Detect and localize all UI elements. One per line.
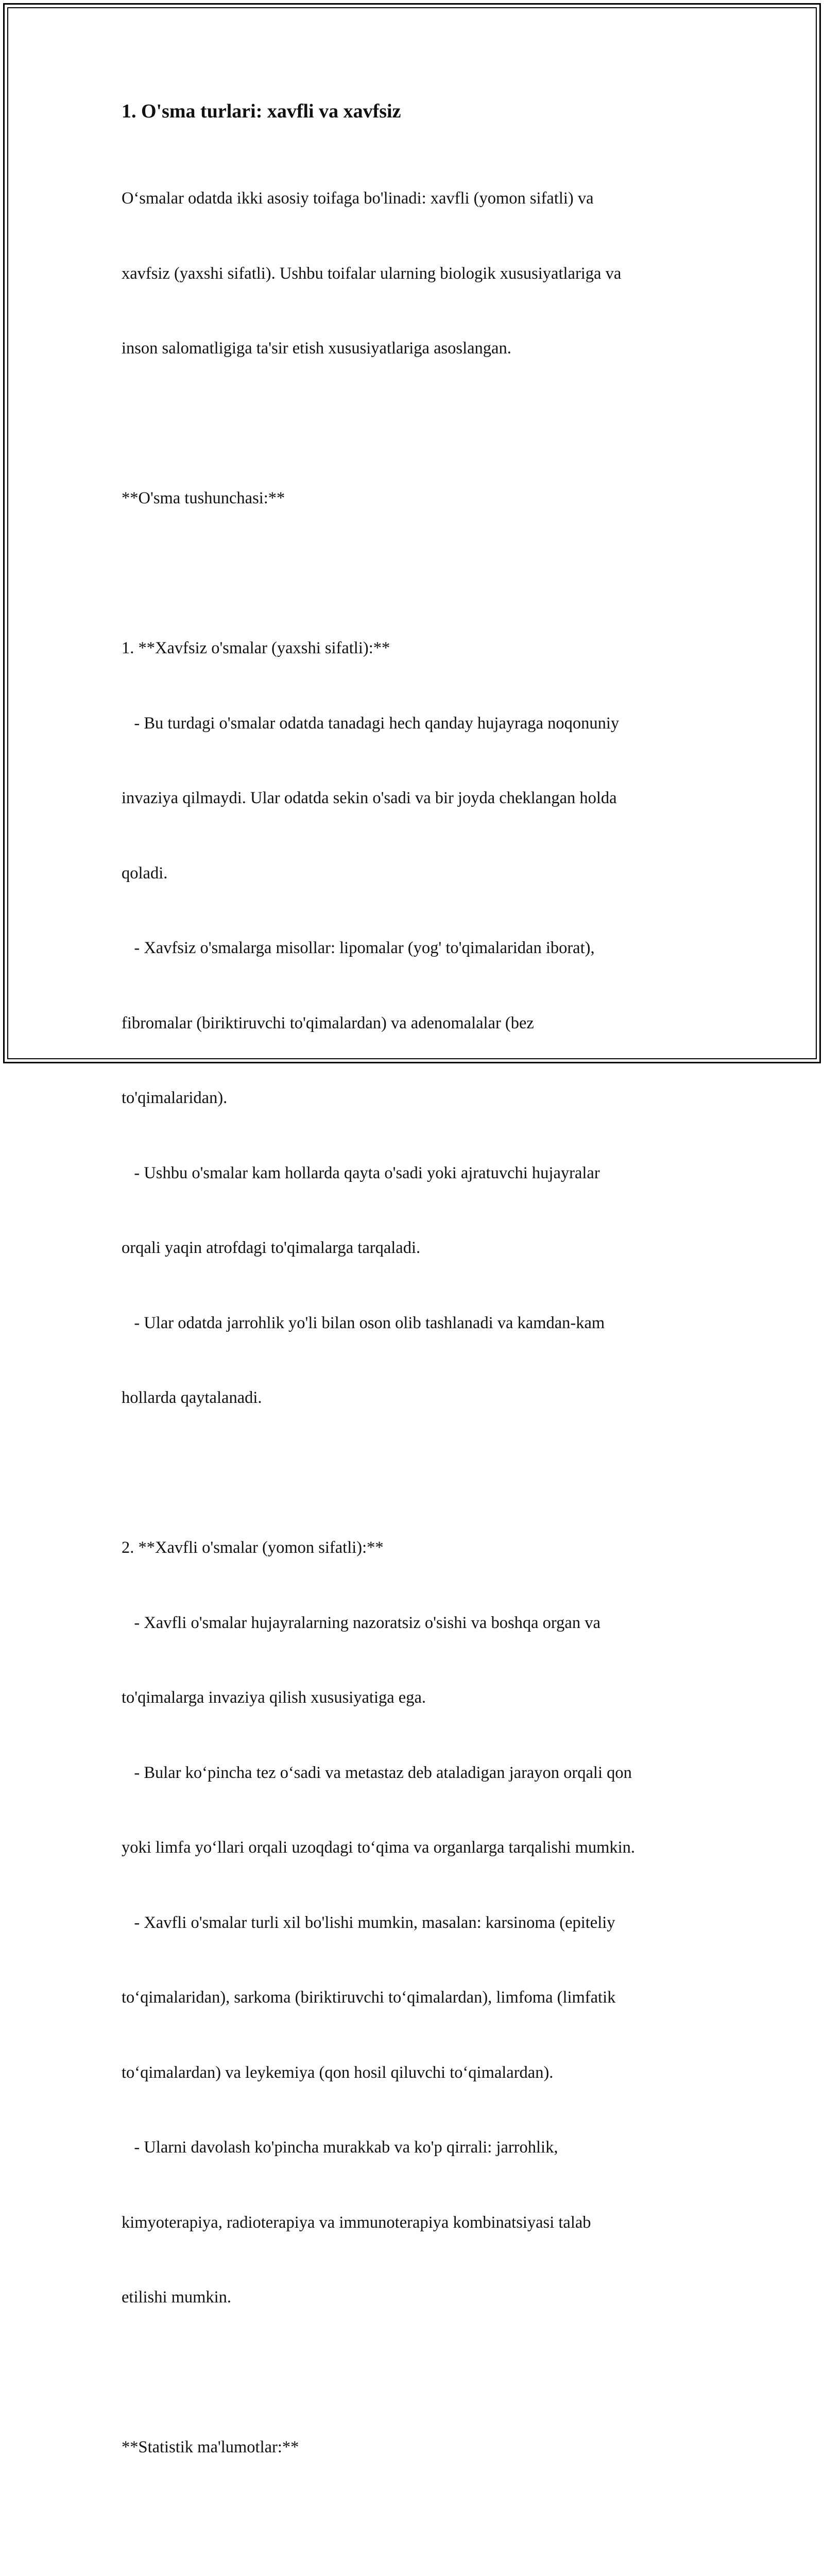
text-line: - Ular odatda jarrohlik yo'li bilan oson olib tashlanadi va kamdan-kam (122, 1313, 605, 1332)
blank-line (122, 2510, 719, 2535)
subheading-line: **O'sma tushunchasi:** (122, 489, 285, 507)
blank-line (122, 2360, 719, 2385)
text-line: - Bular ko‘pincha tez o‘sadi va metastaz deb ataladigan jarayon orqali qon (122, 1763, 632, 1782)
text-line: fibromalar (biriktiruvchi to'qimalardan) va adenomalalar (bez (122, 1013, 534, 1032)
text-line: - Xavfli o'smalar hujayralarning nazoratsiz o'sishi va boshqa organ va (122, 1613, 600, 1632)
blank-line (122, 411, 719, 436)
text-line: - Xavfli o'smalar turli xil bo'lishi mumkin, masalan: karsinoma (epiteliy (122, 1913, 615, 1932)
document-body (122, 92, 719, 2576)
list-item-heading: 1. **Xavfsiz o'smalar (yaxshi sifatli):** (122, 639, 390, 657)
text-line: xavfsiz (yaxshi sifatli). Ushbu toifalar ularning biologik xususiyatlariga va (122, 264, 622, 283)
subheading-line: **Statistik ma'lumotlar:** (122, 2438, 299, 2456)
document-text (122, 136, 719, 2576)
text-line: to'qimalarga invaziya qilish xususiyatiga ega. (122, 1688, 426, 1707)
text-line: kimyoterapiya, radioterapiya va immunoterapiya kombinatsiyasi talab (122, 2213, 591, 2232)
text-line: hollarda qaytalanadi. (122, 1388, 262, 1407)
text-line: yoki limfa yo‘llari orqali uzoqdagi to‘qima va organlarga tarqalishi mumkin. (122, 1838, 636, 1857)
text-line: inson salomatligiga ta'sir etish xususiyatlariga asoslangan. (122, 339, 511, 358)
text-line: O‘smalar odatda ikki asosiy toifaga bo'linadi: xavfli (yomon sifatli) va (122, 189, 594, 208)
list-item-heading: 2. **Xavfli o'smalar (yomon sifatli):** (122, 1538, 384, 1557)
section-heading: 1. O'sma turlari: xavfli va xavfsiz (122, 100, 401, 122)
text-line: - Ushbu o'smalar kam hollarda qayta o'sadi yoki ajratuvchi hujayralar (122, 1163, 600, 1182)
text-line: qoladi. (122, 863, 168, 883)
blank-line (122, 561, 719, 586)
blank-line (122, 1461, 719, 1486)
text-line: - Xavfsiz o'smalarga misollar: lipomalar (yog' to'qimalaridan iborat), (122, 939, 595, 957)
text-line: to‘qimalaridan), sarkoma (biriktiruvchi to‘qimalardan), limfoma (limfatik (122, 1988, 616, 2007)
text-line: - Bu turdagi o'smalar odatda tanadagi hech qanday hujayraga noqonuniy (122, 714, 620, 733)
text-line: invaziya qilmaydi. Ular odatda sekin o'sadi va bir joyda cheklangan holda (122, 789, 617, 807)
text-line: etilishi mumkin. (122, 2288, 232, 2307)
text-line: orqali yaqin atrofdagi to'qimalarga tarqaladi. (122, 1239, 421, 1257)
text-line: to‘qimalardan) va leykemiya (qon hosil qiluvchi to‘qimalardan). (122, 2063, 554, 2082)
text-line: to'qimalaridan). (122, 1089, 228, 1107)
text-line: - Ularni davolash ko'pincha murakkab va ko'p qirrali: jarrohlik, (122, 2138, 558, 2157)
